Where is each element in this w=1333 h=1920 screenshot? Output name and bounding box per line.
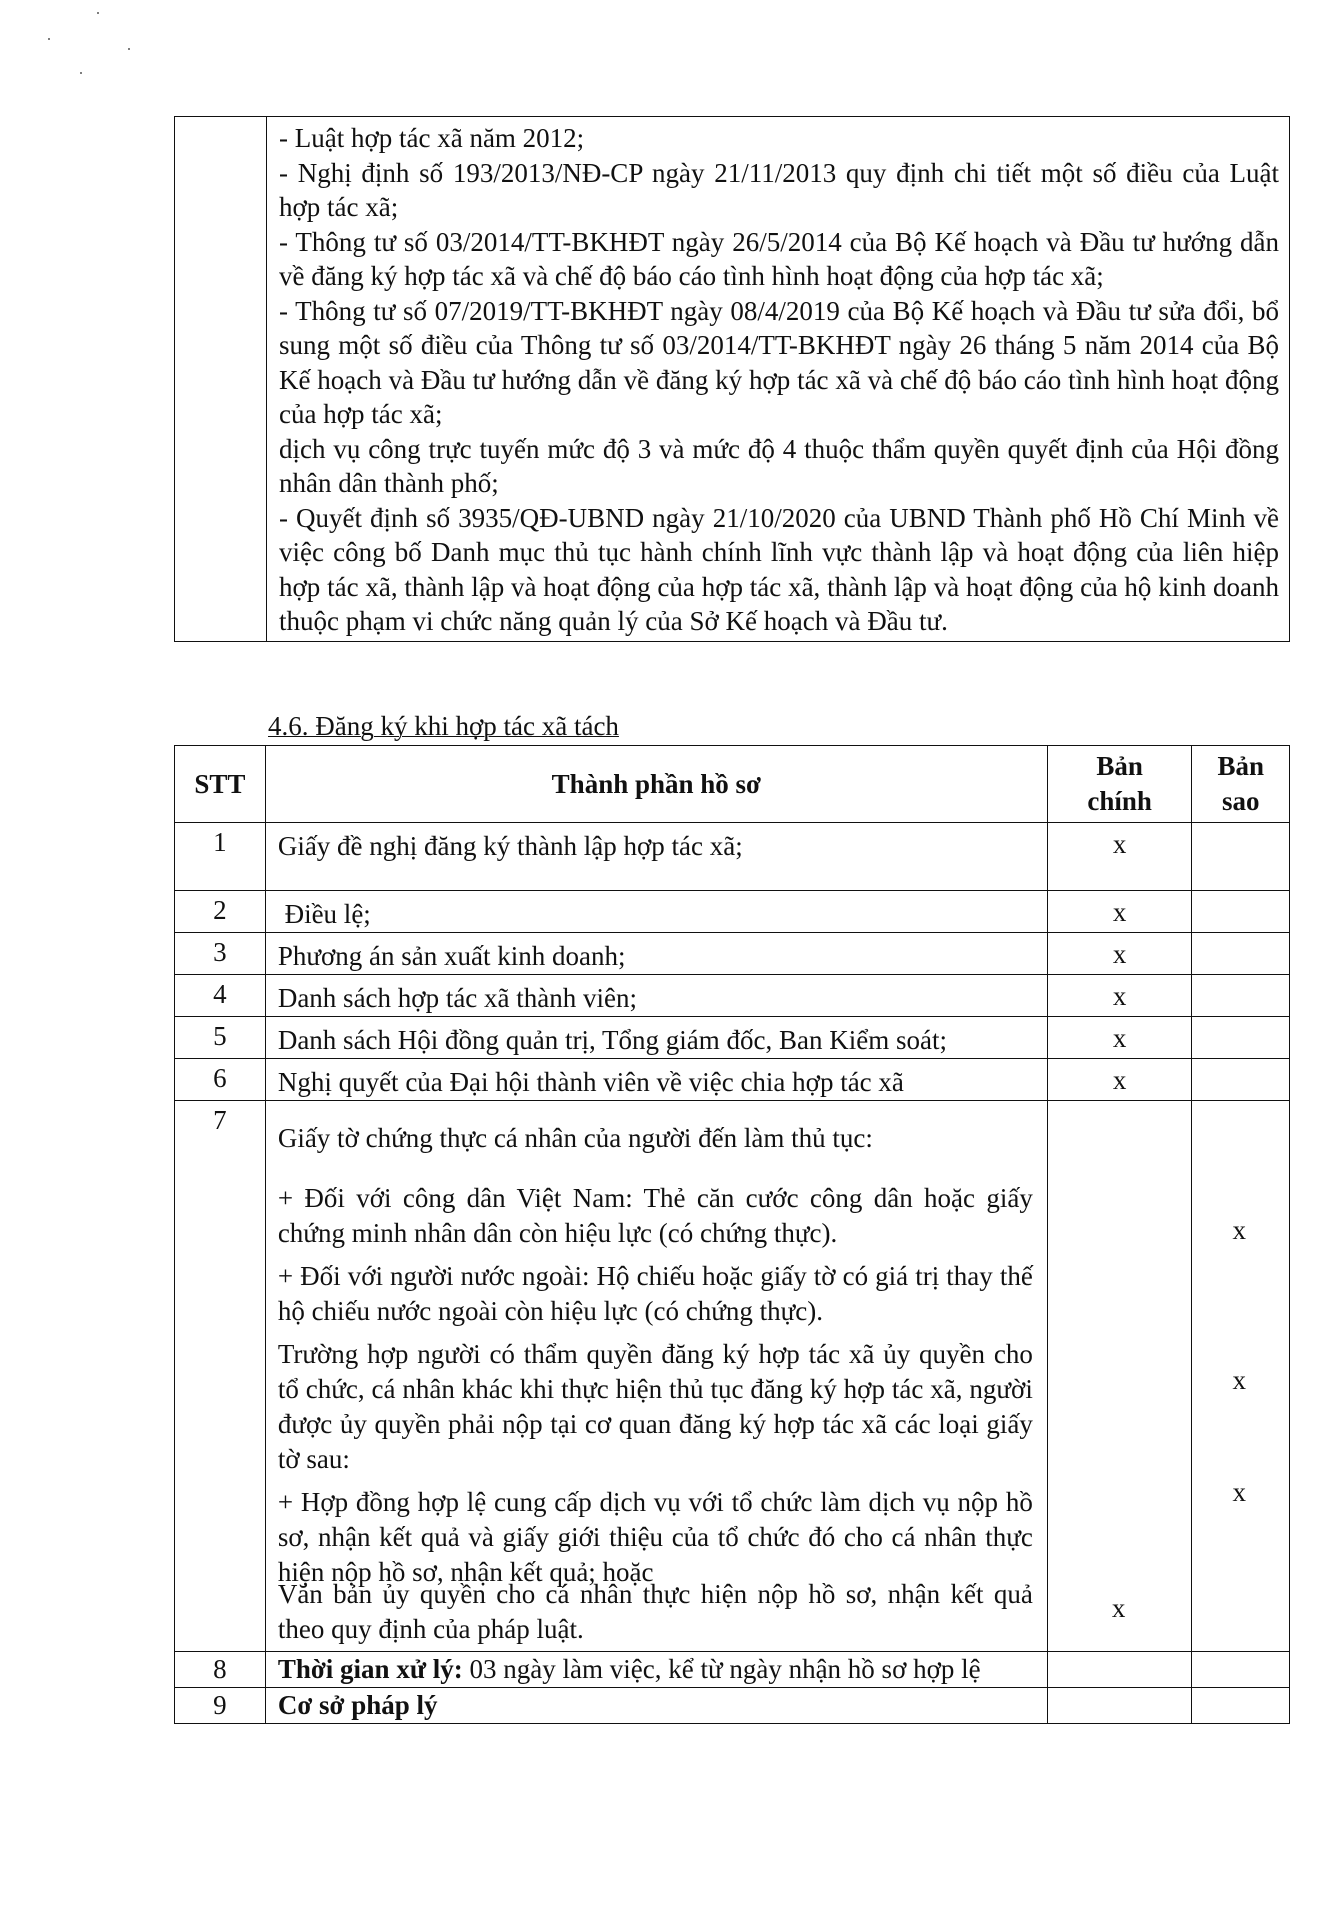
legal-basis-item: - Luật hợp tác xã năm 2012; [279,123,585,153]
header-copy-line2: sao [1221,786,1260,816]
scan-speck [97,12,99,14]
row-copy-mark [1192,1017,1290,1059]
table-row [175,1101,1290,1652]
row7-letter: Văn bản ủy quyền cho cá nhân thực hiện nộp hồ sơ, nhận kết quả theo quy định của pháp luật. [277,1579,1033,1644]
section-title: 4.6. Đăng ký khi hợp tác xã tách [268,711,619,741]
row-document: Nghị quyết của Đại hội thành viên về việc chia hợp tác xã [265,1059,1047,1101]
row-stt: 2 [175,891,266,933]
header-copy-line1: Bản [1217,751,1264,781]
row7-original-cell [1047,1101,1192,1652]
row-stt: 5 [175,1017,266,1059]
header-copy [1192,746,1290,823]
processing-time-cell [265,1652,1047,1688]
row7-copy-mark: x [1232,1365,1246,1395]
empty-cell [1047,1688,1192,1724]
row-document: Danh sách Hội đồng quản trị, Tổng giám đốc, Ban Kiểm soát; [265,1017,1047,1059]
row-copy-mark [1192,891,1290,933]
row7-document-cell [265,1101,1047,1652]
row7-copy-cell [1192,1101,1290,1652]
table-row [175,891,1290,933]
row7-authorization: Trường hợp người có thẩm quyền đăng ký hợp tác xã ủy quyền cho tổ chức, cá nhân khác khi thực hiện thủ tục đăng ký hợp tác xã, người được ủy quyền phải nộp tại cơ quan đăng ký hợp tác xã các loại giấy tờ sau: [277,1339,1033,1474]
scan-speck [48,38,50,40]
row-copy-mark [1192,823,1290,891]
row7-intro: Giấy tờ chứng thực cá nhân của người đến làm thủ tục: [277,1123,873,1153]
scan-speck [80,72,82,74]
scan-speck [128,48,130,50]
row-document: Phương án sản xuất kinh doanh; [265,933,1047,975]
row-stt: 9 [175,1688,266,1724]
row-stt: 4 [175,975,266,1017]
row-original-mark: x [1047,1017,1192,1059]
header-original-line1: Bản [1096,751,1143,781]
empty-cell [1192,1688,1290,1724]
row-stt: 7 [175,1101,266,1652]
legal-basis-table [174,116,1290,642]
table-row [175,1652,1290,1688]
row-document: Điều lệ; [265,891,1047,933]
table-row [175,1059,1290,1101]
processing-time-label: Thời gian xử lý: [277,1654,463,1684]
legal-basis-cell [267,117,1290,642]
header-document: Thành phần hồ sơ [265,746,1047,823]
legal-basis-item: - Nghị định số 193/2013/NĐ-CP ngày 21/11/2013 quy định chi tiết một số điều của Luật hợp tác xã; [279,157,1279,222]
row-copy-mark [1192,933,1290,975]
legal-basis-empty-cell [175,117,267,642]
legal-basis-item: - Quyết định số 3935/QĐ-UBND ngày 21/10/2020 của UBND Thành phố Hồ Chí Minh về việc công bố Danh mục thủ tục hành chính lĩnh vực thành lập và hoạt động của liên hiệp hợp tác xã, thành lập và hoạt động của hợp tác xã, thành lập và hoạt động của hộ kinh doanh thuộc phạm vi chức năng quản lý của Sở Kế hoạch và Đầu tư. [279,502,1279,636]
table-row [175,933,1290,975]
row-original-mark: x [1047,823,1192,891]
dossier-table [174,745,1290,1724]
legal-basis-item: - Thông tư số 07/2019/TT-BKHĐT ngày 08/4/2019 của Bộ Kế hoạch và Đầu tư sửa đổi, bổ sung một số điều của Thông tư số 03/2014/TT-BKHĐT ngày 26 tháng 5 năm 2014 của Bộ Kế hoạch và Đầu tư hướng dẫn về đăng ký hợp tác xã và chế độ báo cáo tình hình hoạt động của hợp tác xã; [279,295,1279,429]
table-header-row [175,746,1290,823]
row7-original-mark: x [1111,1593,1126,1623]
row-original-mark: x [1047,891,1192,933]
empty-cell [1192,1652,1290,1688]
table-row [175,823,1290,891]
table-row [175,1688,1290,1724]
row7-foreigner: + Đối với người nước ngoài: Hộ chiếu hoặc giấy tờ có giá trị thay thế hộ chiếu nước ngoài còn hiệu lực (có chứng thực). [277,1261,1033,1326]
row-document: Giấy đề nghị đăng ký thành lập hợp tác xã; [265,823,1047,891]
legal-basis-item: dịch vụ công trực tuyến mức độ 3 và mức độ 4 thuộc thẩm quyền quyết định của Hội đồng nhân dân thành phố; [279,433,1279,498]
row-original-mark: x [1047,975,1192,1017]
table-row [175,975,1290,1017]
row-document: Danh sách hợp tác xã thành viên; [265,975,1047,1017]
row-copy-mark [1192,975,1290,1017]
row-copy-mark [1192,1059,1290,1101]
legal-basis-label: Cơ sở pháp lý [265,1688,1047,1724]
empty-cell [1047,1652,1192,1688]
header-original-line2: chính [1087,786,1152,816]
table-row [175,1017,1290,1059]
row7-copy-mark: x [1232,1215,1246,1245]
row-original-mark: x [1047,933,1192,975]
row7-citizen: + Đối với công dân Việt Nam: Thẻ căn cước công dân hoặc giấy chứng minh nhân dân còn hiệu lực (có chứng thực). [277,1183,1033,1248]
row7-copy-mark: x [1232,1477,1246,1507]
row-original-mark: x [1047,1059,1192,1101]
row-stt: 1 [175,823,266,891]
header-original [1047,746,1192,823]
row-stt: 3 [175,933,266,975]
row7-contract: + Hợp đồng hợp lệ cung cấp dịch vụ với tổ chức làm dịch vụ nộp hồ sơ, nhận kết quả và giấy giới thiệu của tổ chức đó cho cá nhân thực hiện nộp hồ sơ, nhận kết quả; hoặc [277,1487,1033,1587]
row-stt: 8 [175,1652,266,1688]
legal-basis-item: - Thông tư số 03/2014/TT-BKHĐT ngày 26/5/2014 của Bộ Kế hoạch và Đầu tư hướng dẫn về đăng ký hợp tác xã và chế độ báo cáo tình hình hoạt động của hợp tác xã; [279,226,1279,291]
processing-time-value: 03 ngày làm việc, kể từ ngày nhận hồ sơ hợp lệ [462,1654,981,1684]
header-stt: STT [175,746,266,823]
row-stt: 6 [175,1059,266,1101]
